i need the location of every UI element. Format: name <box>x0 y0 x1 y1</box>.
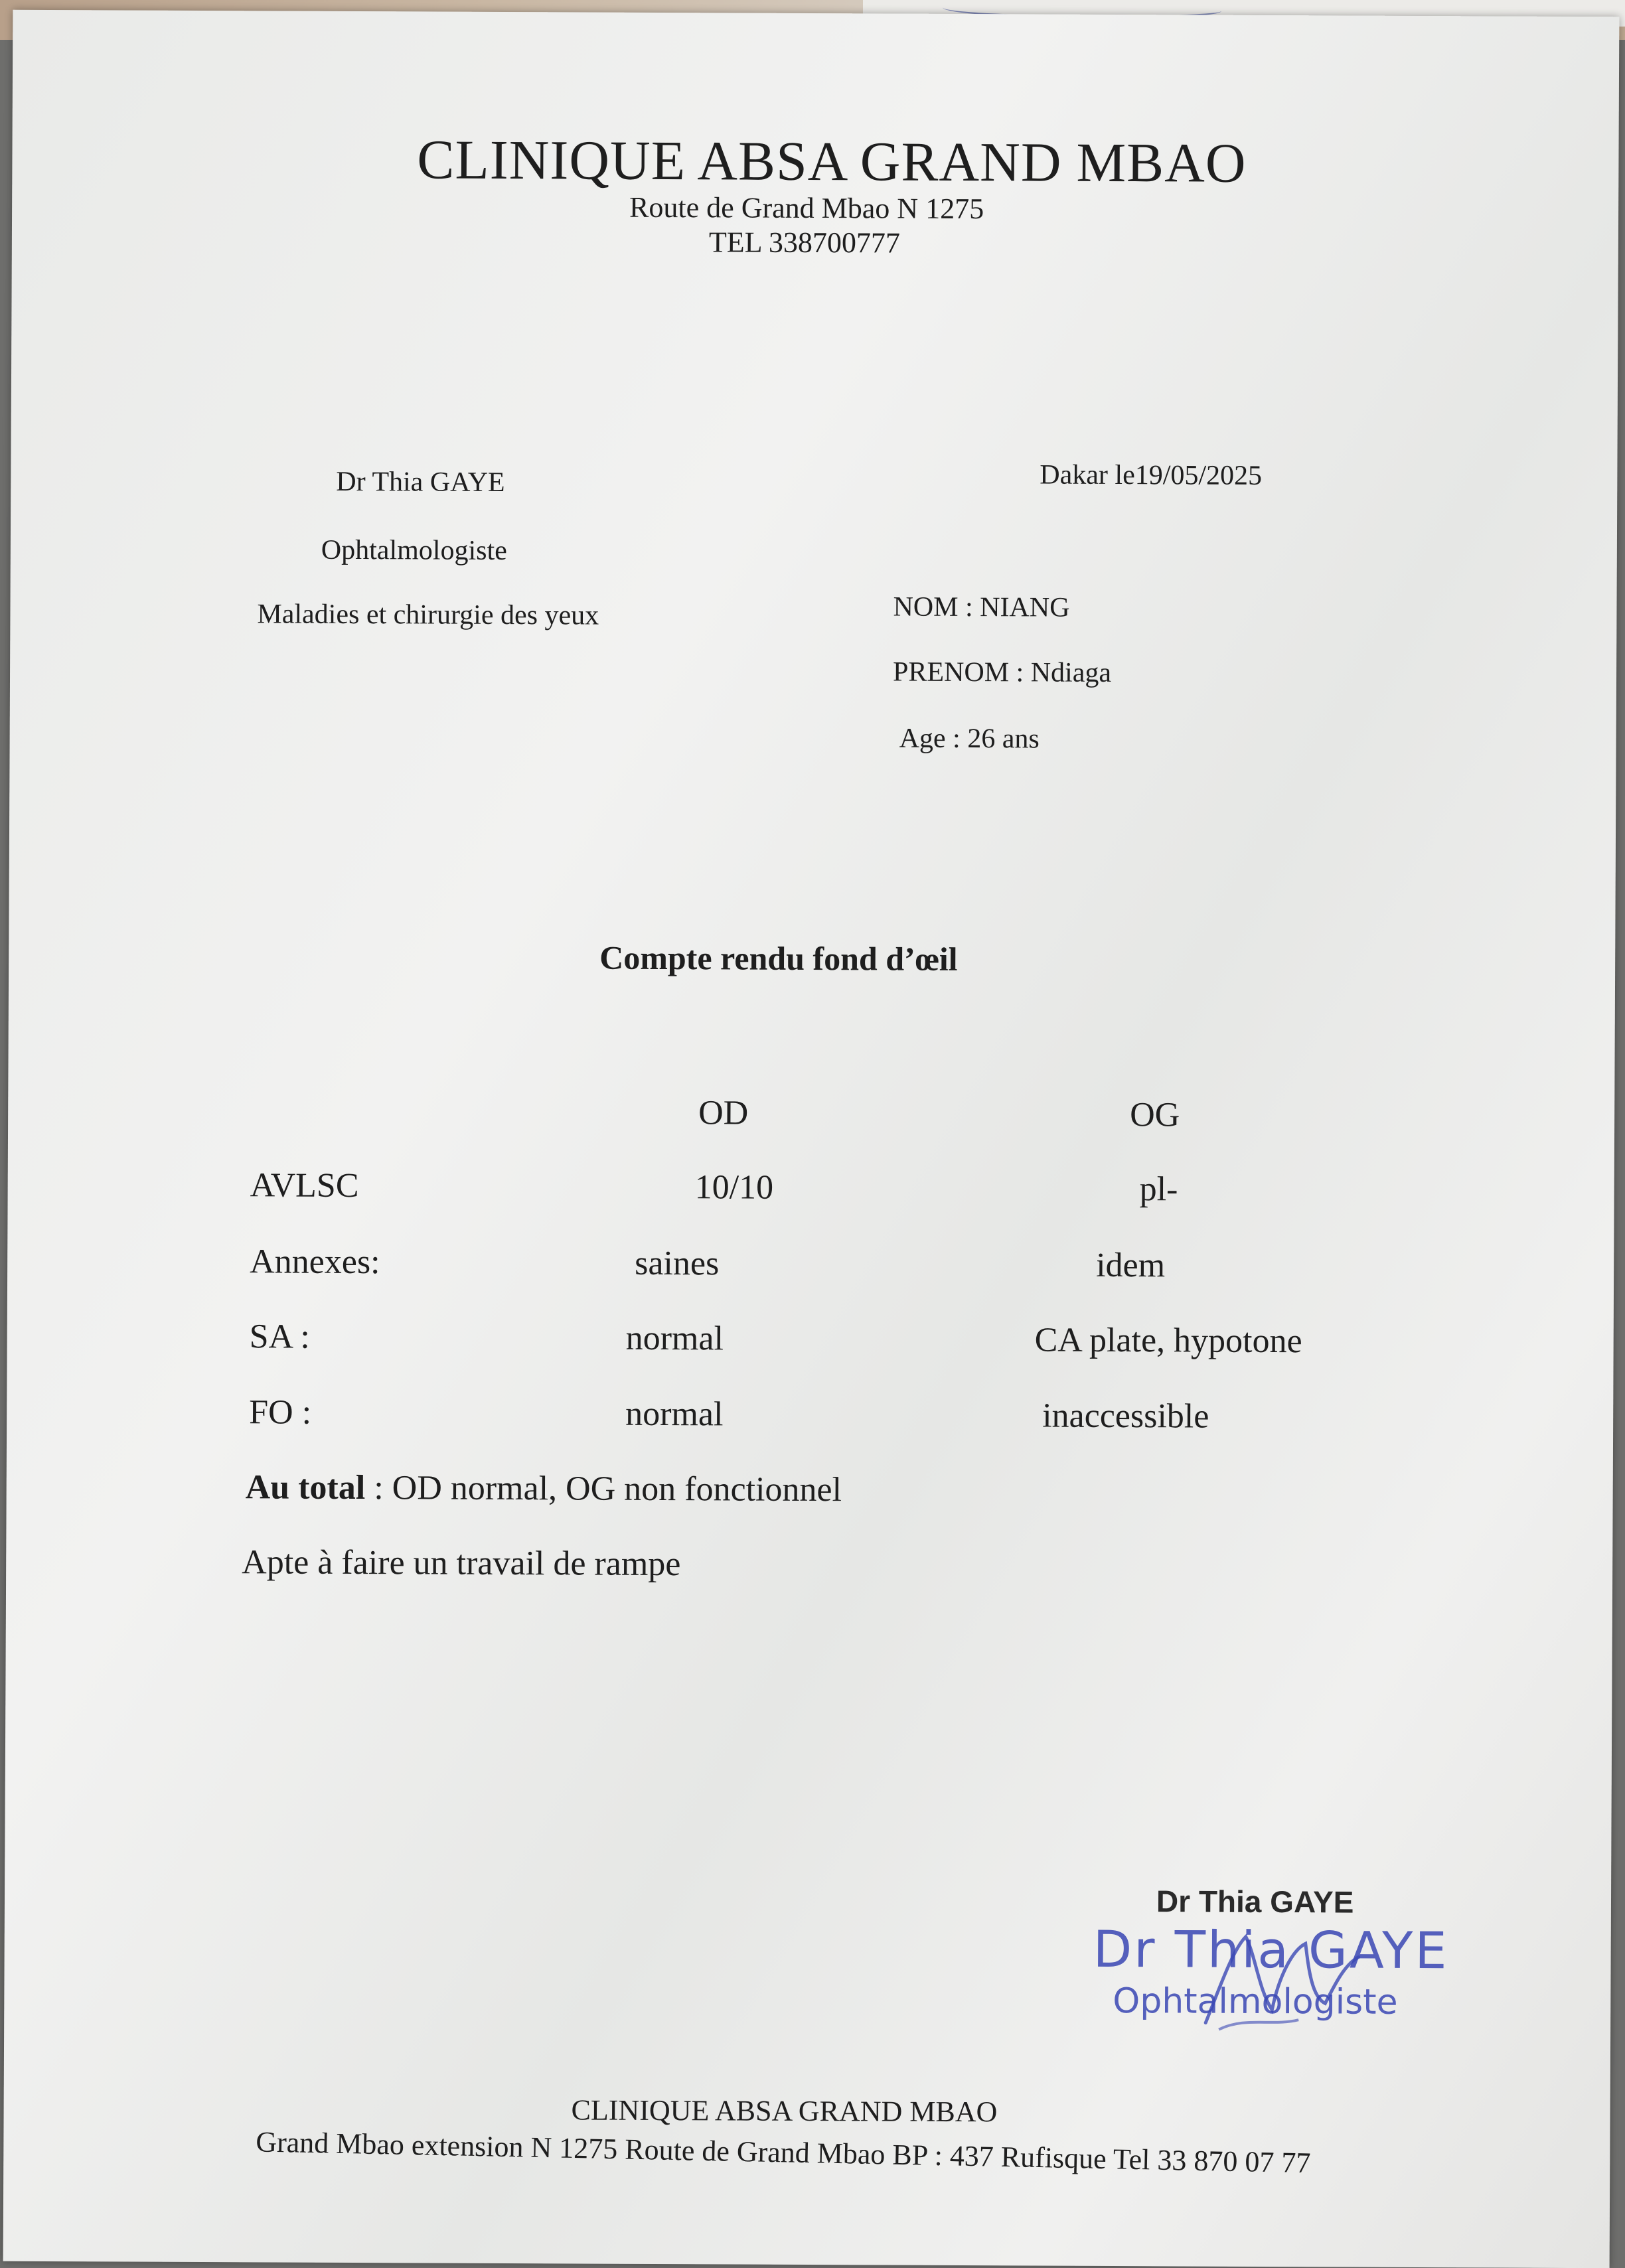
cell-od-avlsc: 10/10 <box>694 1168 774 1207</box>
column-header-og: OG <box>1130 1096 1180 1134</box>
total-line <box>246 1468 842 1509</box>
patient-prenom: PRENOM : Ndiaga <box>892 656 1112 688</box>
stamp-name: Dr Thia GAYE <box>1093 1919 1449 1981</box>
stamp-printed-name: Dr Thia GAYE <box>1156 1884 1354 1920</box>
doctor-specialty: Ophtalmologiste <box>321 534 507 566</box>
cell-og-sa: CA plate, hypotone <box>1034 1321 1302 1361</box>
report-title: Compte rendu fond d’œil <box>599 939 958 978</box>
patient-age: Age : 26 ans <box>899 723 1040 755</box>
footer-address: Grand Mbao extension N 1275 Route de Grand Mbao BP : 437 Rufisque Tel 33 870 07 77 <box>255 2125 1311 2180</box>
signature-icon <box>1192 1910 1365 2044</box>
doctor-name: Dr Thia GAYE <box>336 466 505 498</box>
doctor-stamp <box>1093 1883 1449 2044</box>
row-label-annexes: Annexes: <box>250 1243 380 1282</box>
cell-og-avlsc: pl- <box>1139 1170 1178 1209</box>
total-label: Au total <box>245 1468 366 1507</box>
row-label-sa: SA : <box>249 1318 310 1356</box>
total-text: : OD normal, OG non fonctionnel <box>365 1469 842 1509</box>
column-header-od: OD <box>698 1094 749 1132</box>
row-label-avlsc: AVLSC <box>250 1166 359 1205</box>
cell-od-annexes: saines <box>635 1244 720 1283</box>
patient-nom: NOM : NIANG <box>893 591 1070 623</box>
stamp-specialty: Ophtalmologiste <box>1113 1981 1398 2022</box>
document-sheet <box>3 10 1620 2268</box>
clinic-title: CLINIQUE ABSA GRAND MBAO <box>417 129 1247 194</box>
date-line: Dakar le19/05/2025 <box>1040 459 1263 491</box>
footer-clinic-name: CLINIQUE ABSA GRAND MBAO <box>571 2093 998 2129</box>
cell-og-fo: inaccessible <box>1042 1397 1209 1436</box>
cell-od-sa: normal <box>625 1319 724 1358</box>
clinic-address: Route de Grand Mbao N 1275 <box>629 190 984 226</box>
cell-og-annexes: idem <box>1096 1246 1166 1285</box>
cell-od-fo: normal <box>625 1395 724 1434</box>
doctor-description: Maladies et chirurgie des yeux <box>257 599 599 631</box>
conclusion-line: Apte à faire un travail de rampe <box>242 1543 681 1584</box>
row-label-fo: FO : <box>249 1393 312 1432</box>
clinic-phone: TEL 338700777 <box>708 226 900 260</box>
